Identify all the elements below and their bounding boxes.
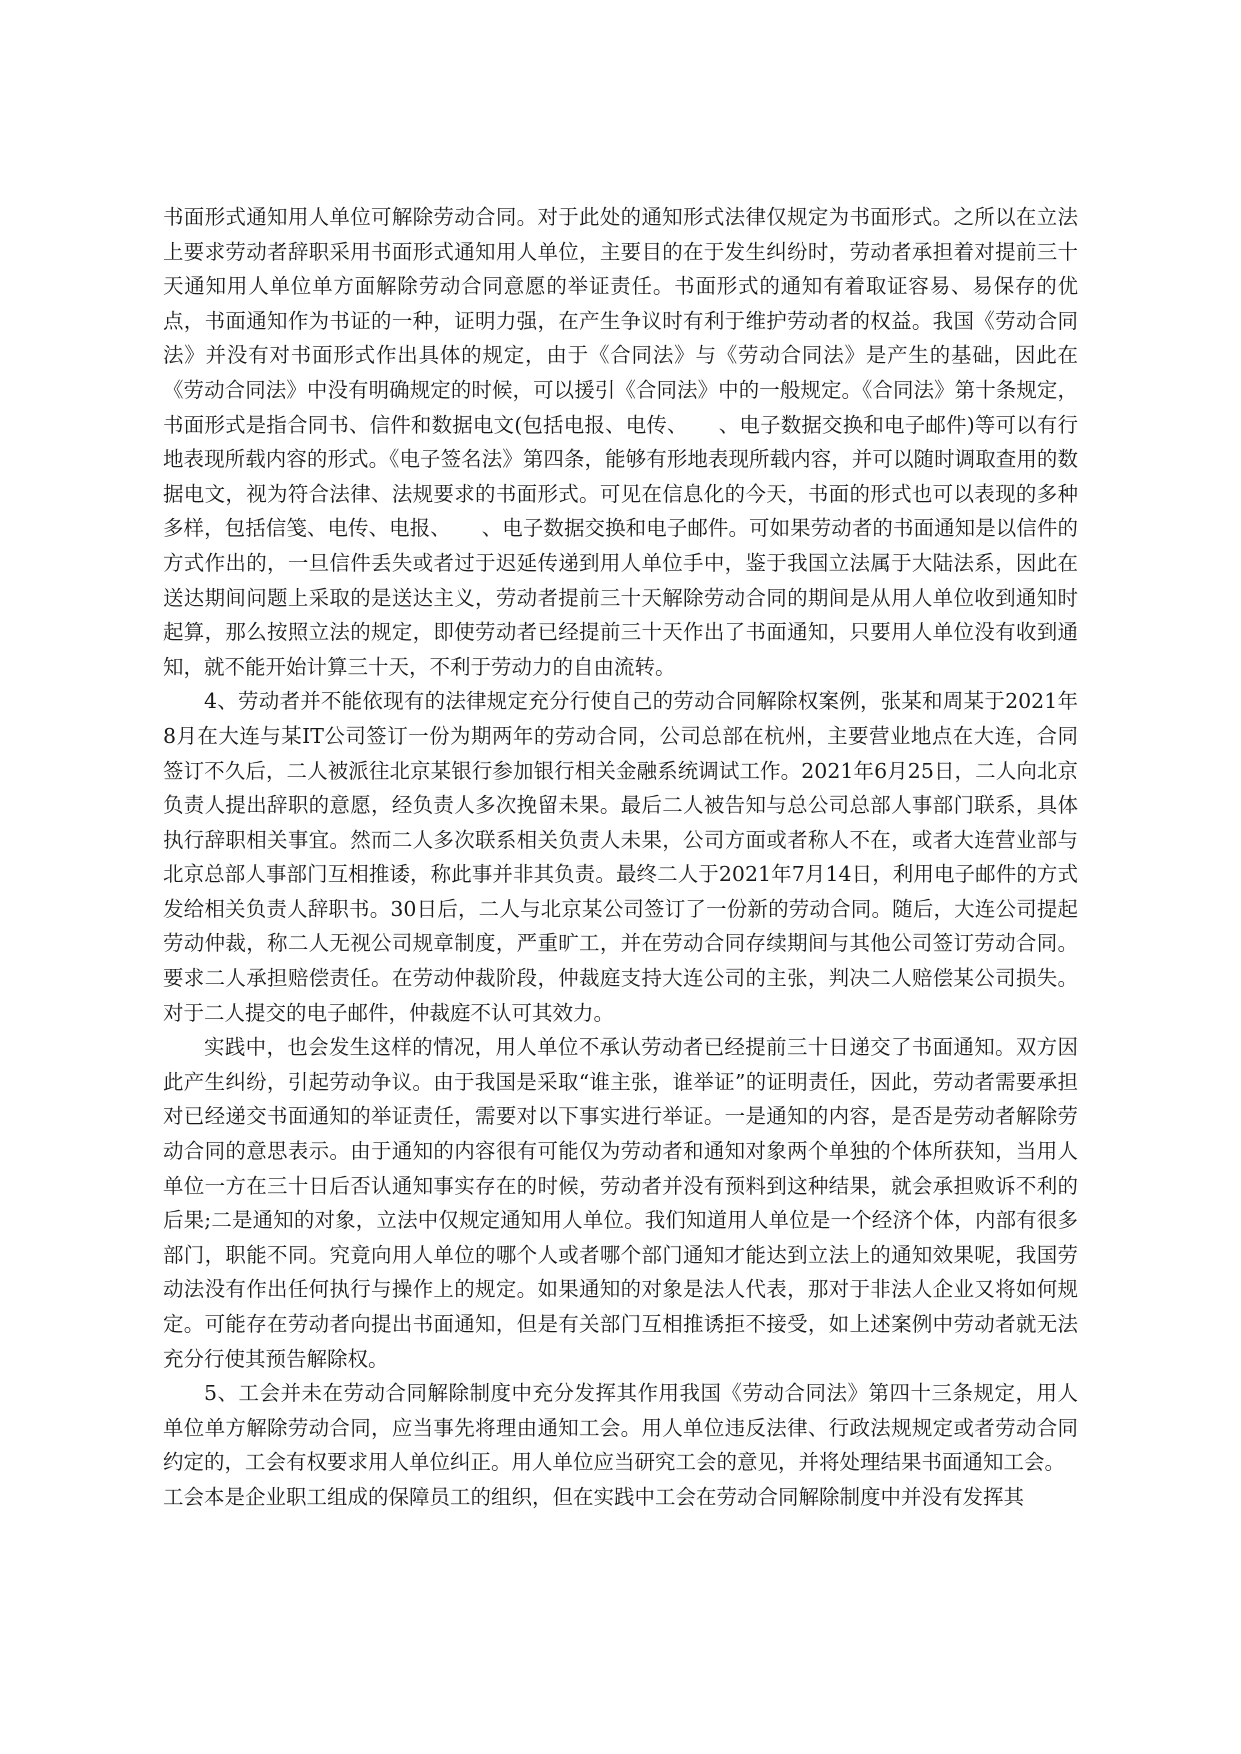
paragraph-point-4-case: 4、劳动者并不能依现有的法律规定充分行使自己的劳动合同解除权案例，张某和周某于2021年8月在大连与某IT公司签订一份为期两年的劳动合同，公司总部在杭州，主要营业地点在大连，合同签订不久后，二人被派往北京某银行参加银行相关金融系统调试工作。2021年6月25日，二人向北京负责人提出辞职的意愿，经负责人多次挽留未果。最后二人被告知与总公司总部人事部门联系，具体执行辞职相关事宜。然而二人多次联系相关负责人未果，公司方面或者称人不在，或者大连营业部与北京总部人事部门互相推诿，称此事并非其负责。最终二人于2021年7月14日，利用电子邮件的方式发给相关负责人辞职书。30日后，二人与北京某公司签订了一份新的劳动合同。随后，大连公司提起劳动仲裁，称二人无视公司规章制度，严重旷工，并在劳动合同存续期间与其他公司签订劳动合同。要求二人承担赔偿责任。在劳动仲裁阶段，仲裁庭支持大连公司的主张，判决二人赔偿某公司损失。对于二人提交的电子邮件，仲裁庭不认可其效力。 bbox=[163, 689, 1078, 1025]
paragraph-practice-burden-of-proof: 实践中，也会发生这样的情况，用人单位不承认劳动者已经提前三十日递交了书面通知。双方因此产生纠纷，引起劳动争议。由于我国是采取“谁主张，谁举证”的证明责任，因此，劳动者需要承担对已经递交书面通知的举证责任，需要对以下事实进行举证。一是通知的内容，是否是劳动者解除劳动合同的意思表示。由于通知的内容很有可能仅为劳动者和通知对象两个单独的个体所获知，当用人单位一方在三十日后否认通知事实存在的时候，劳动者并没有预料到这种结果，就会承担败诉不利的后果;二是通知的对象，立法中仅规定通知用人单位。我们知道用人单位是一个经济个体，内部有很多部门，职能不同。究竟向用人单位的哪个人或者哪个部门通知才能达到立法上的通知效果呢，我国劳动法没有作出任何执行与操作上的规定。如果通知的对象是法人代表，那对于非法人企业又将如何规定。可能存在劳动者向提出书面通知，但是有关部门互相推诱拒不接受，如上述案例中劳动者就无法充分行使其预告解除权。 bbox=[163, 1035, 1078, 1371]
paragraph-point-5-trade-union: 5、工会并未在劳动合同解除制度中充分发挥其作用我国《劳动合同法》第四十三条规定，用人单位单方解除劳动合同，应当事先将理由通知工会。用人单位违反法律、行政法规规定或者劳动合同约定的，工会有权要求用人单位纠正。用人单位应当研究工会的意见，并将处理结果书面通知工会。 bbox=[163, 1381, 1078, 1475]
paragraph-written-notice-form: 书面形式通知用人单位可解除劳动合同。对于此处的通知形式法律仅规定为书面形式。之所以在立法上要求劳动者辞职采用书面形式通知用人单位，主要目的在于发生纠纷时，劳动者承担着对提前三十天通知用人单位单方面解除劳动合同意愿的举证责任。书面形式的通知有着取证容易、易保存的优点，书面通知作为书证的一种，证明力强，在产生争议时有利于维护劳动者的权益。我国《劳动合同法》并没有对书面形式作出具体的规定，由于《合同法》与《劳动合同法》是产生的基础，因此在《劳动合同法》中没有明确规定的时候，可以援引《合同法》中的一般规定。《合同法》第十条规定，书面形式是指合同书、信件和数据电文(包括电报、电传、 、电子数据交换和电子邮件)等可以有行地表现所载内容的形式。《电子签名法》第四条，能够有形地表现所载内容，并可以随时调取查用的数据电文，视为符合法律、法规要求的书面形式。可见在信息化的今天，书面的形式也可以表现的多种多样，包括信笺、电传、电报、 、电子数据交换和电子邮件。可如果劳动者的书面通知是以信件的方式作出的，一旦信件丢失或者过于迟延传递到用人单位手中，鉴于我国立法属于大陆法系，因此在送达期间问题上采取的是送达主义，劳动者提前三十天解除劳动合同的期间是从用人单位收到通知时起算，那么按照立法的规定，即使劳动者已经提前三十天作出了书面通知，只要用人单位没有收到通知，就不能开始计算三十天，不利于劳动力的自由流转。 bbox=[163, 205, 1078, 679]
document-page bbox=[163, 200, 1078, 1515]
paragraph-trade-union-continued: 工会本是企业职工组成的保障员工的组织，但在实践中工会在劳动合同解除制度中并没有发挥其 bbox=[163, 1484, 1024, 1509]
